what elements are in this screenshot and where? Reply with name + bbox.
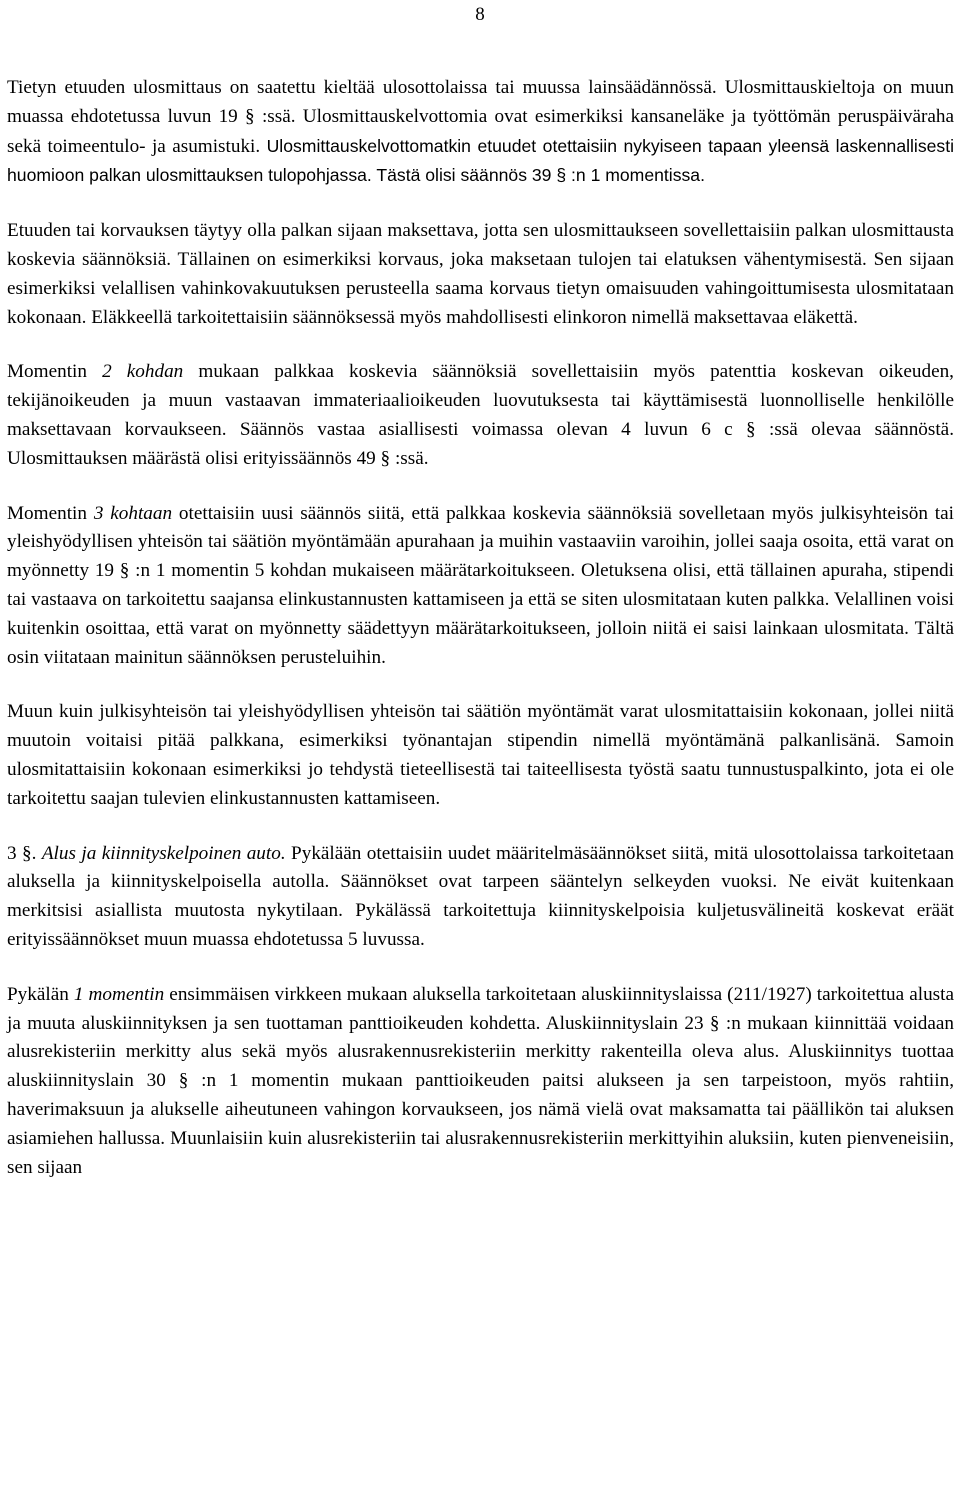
paragraph-3 bbox=[7, 358, 954, 473]
paragraph-6 bbox=[7, 840, 954, 955]
paragraph-2-part-1: Etuuden tai korvauksen täytyy olla palkan sijaan maksettava, jotta sen ulosmittaukseen sovellettaisiin palkan ulosmittausta koskevia säännöksiä. Tällainen on esimerkiksi korvaus, joka maksetaan tulojen tai elatuksen vähentymisestä. Sen sijaan esimerkiksi velallisen vahinkovakuutuksen perusteella saama korvaus tietyn omaisuuden vahingoittumisesta ulosmitataan kokonaan. bbox=[7, 220, 954, 328]
paragraph-3-emphasis: 2 kohdan bbox=[102, 361, 184, 383]
section-number: 3 §. bbox=[7, 842, 42, 864]
paragraph-5 bbox=[7, 698, 954, 813]
document-body bbox=[7, 74, 954, 1182]
paragraph-1-part-1: Tietyn etuuden ulosmittaus on saatettu kieltää ulosottolaissa tai muussa lainsäädännössä. Ulosmittauskieltoja on muun muassa ehdotetussa luvun 19 § :ssä. Ulosmittauskelvottomia ovat esimerkiksi kansaneläke ja työttömän peruspäiväraha sekä toimeentulo- ja asumistuki. bbox=[7, 77, 954, 157]
paragraph-4-lead: Momentin bbox=[7, 502, 94, 524]
page-number: 8 bbox=[475, 4, 485, 25]
paragraph-4 bbox=[7, 500, 954, 673]
paragraph-3-rest: mukaan palkkaa koskevia säännöksiä sovellettaisiin myös patenttia koskevan oikeuden, tekijänoikeuden ja muun vastaavan immateriaalioikeuden luovutuksesta tai käyttämisestä luonnolliselle henkilölle maksettavaan korvaukseen. Säännös vastaa asiallisesti voimassa olevan 4 luvun 6 c § :ssä olevaa säännöstä. Ulosmittauksen määrästä olisi erityissäännös 49 § :ssä. bbox=[7, 361, 954, 469]
paragraph-6-rest: Pykälään otettaisiin uudet määritelmäsäännökset siitä, mitä ulosottolaissa tarkoitetaan aluksella ja kiinnityskelpoisella autolla. Säännökset ovat tarpeen sääntelyn selkeyden vuoksi. Ne eivät kuitenkaan merkitsisi asiallista muutosta nykytilaan. Pykälässä tarkoitettuja kiinnityskelpoisia kuljetusvälineitä koskevat eräät erityissäännökset muun muassa ehdotetussa 5 luvussa. bbox=[7, 842, 955, 950]
paragraph-2-part-2: Eläkkeellä tarkoitettaisiin säännöksessä myös mahdollisesti elinkoron nimellä maksettavaa eläkettä. bbox=[91, 306, 858, 328]
paragraph-2 bbox=[7, 217, 954, 332]
paragraph-1-part-2: Ulosmittauskelvottomatkin etuudet otettaisiin nykyiseen tapaan yleensä laskennallisesti huomioon palkan ulosmittauksen tulopohjassa. Tästä olisi säännös 39 § :n 1 momentissa. bbox=[7, 135, 955, 186]
paragraph-3-lead: Momentin bbox=[7, 361, 103, 383]
paragraph-7-lead: Pykälän bbox=[7, 983, 74, 1005]
paragraph-4-rest: otettaisiin uusi säännös siitä, että palkkaa koskevia säännöksiä sovelletaan myös julkisyhteisön tai yleishyödyllisen yhteisön tai säätiön myöntämään apurahaan ja muihin vastaaviin varoihin, jollei saaja osoita, että varat on myönnetty 19 § :n 1 momentin 5 kohdan mukaiseen määrätarkoitukseen. Oletuksena olisi, että tällainen apuraha, stipendi tai vastaava on tarkoitettu saajansa elinkustannusten kattamiseen ja että se siten ulosmitataan kuten palkka. Velallinen voisi kuitenkin osoittaa, että varat on myönnetty säädettyyn määrätarkoitukseen, jolloin niitä ei saisi lainkaan ulosmitata. Tältä osin viitataan mainitun säännöksen perusteluihin. bbox=[7, 502, 954, 668]
section-heading: Alus ja kiinnityskelpoinen auto. bbox=[41, 842, 286, 864]
paragraph-4-emphasis: 3 kohtaan bbox=[93, 502, 173, 524]
paragraph-7-rest: ensimmäisen virkkeen mukaan aluksella tarkoitetaan aluskiinnityslaissa (211/1927) tarkoitettua alusta ja muuta aluskiinnityksen ja sen tuottaman panttioikeuden kohdetta. Aluskiinnityslain 23 § :n mukaan kiinnittää voidaan alusrekisteriin merkitty alus sekä myös alusrakennusrekisteriin merkitty rakenteilla oleva alus. Aluskiinnitys tuottaa aluskiinnityslain 30 § :n 1 momentin mukaan panttioikeuden paitsi alukseen ja sen tarpeistoon, myös rahtiin, haverimaksuun ja alukselle aiheutuneen vahingon korvaukseen, jos nämä vielä ovat maksamatta tai päällikön tai aluksen asiamiehen hallussa. Muunlaisiin kuin alusrekisteriin tai alusrakennusrekisteriin merkittyihin aluksiin, kuten pienveneisiin, sen sijaan bbox=[7, 983, 954, 1178]
paragraph-5-text: Muun kuin julkisyhteisön tai yleishyödyllisen yhteisön tai säätiön myöntämät varat ulosmitattaisiin kokonaan, jollei niitä muutoin voitaisi pitää palkkana, esimerkiksi työnantajan stipendin nimellä myöntämänä palkanlisänä. Samoin ulosmitattaisiin kokonaan esimerkiksi jo tehdystä tieteellisestä tai taiteellisesta työstä saatu tunnustuspalkinto, jota ei ole tarkoitettu saajan tulevien elinkustannusten kattamiseen. bbox=[7, 701, 954, 809]
paragraph-7 bbox=[7, 981, 954, 1183]
paragraph-1 bbox=[7, 74, 954, 191]
paragraph-7-emphasis: 1 momentin bbox=[73, 983, 165, 1005]
